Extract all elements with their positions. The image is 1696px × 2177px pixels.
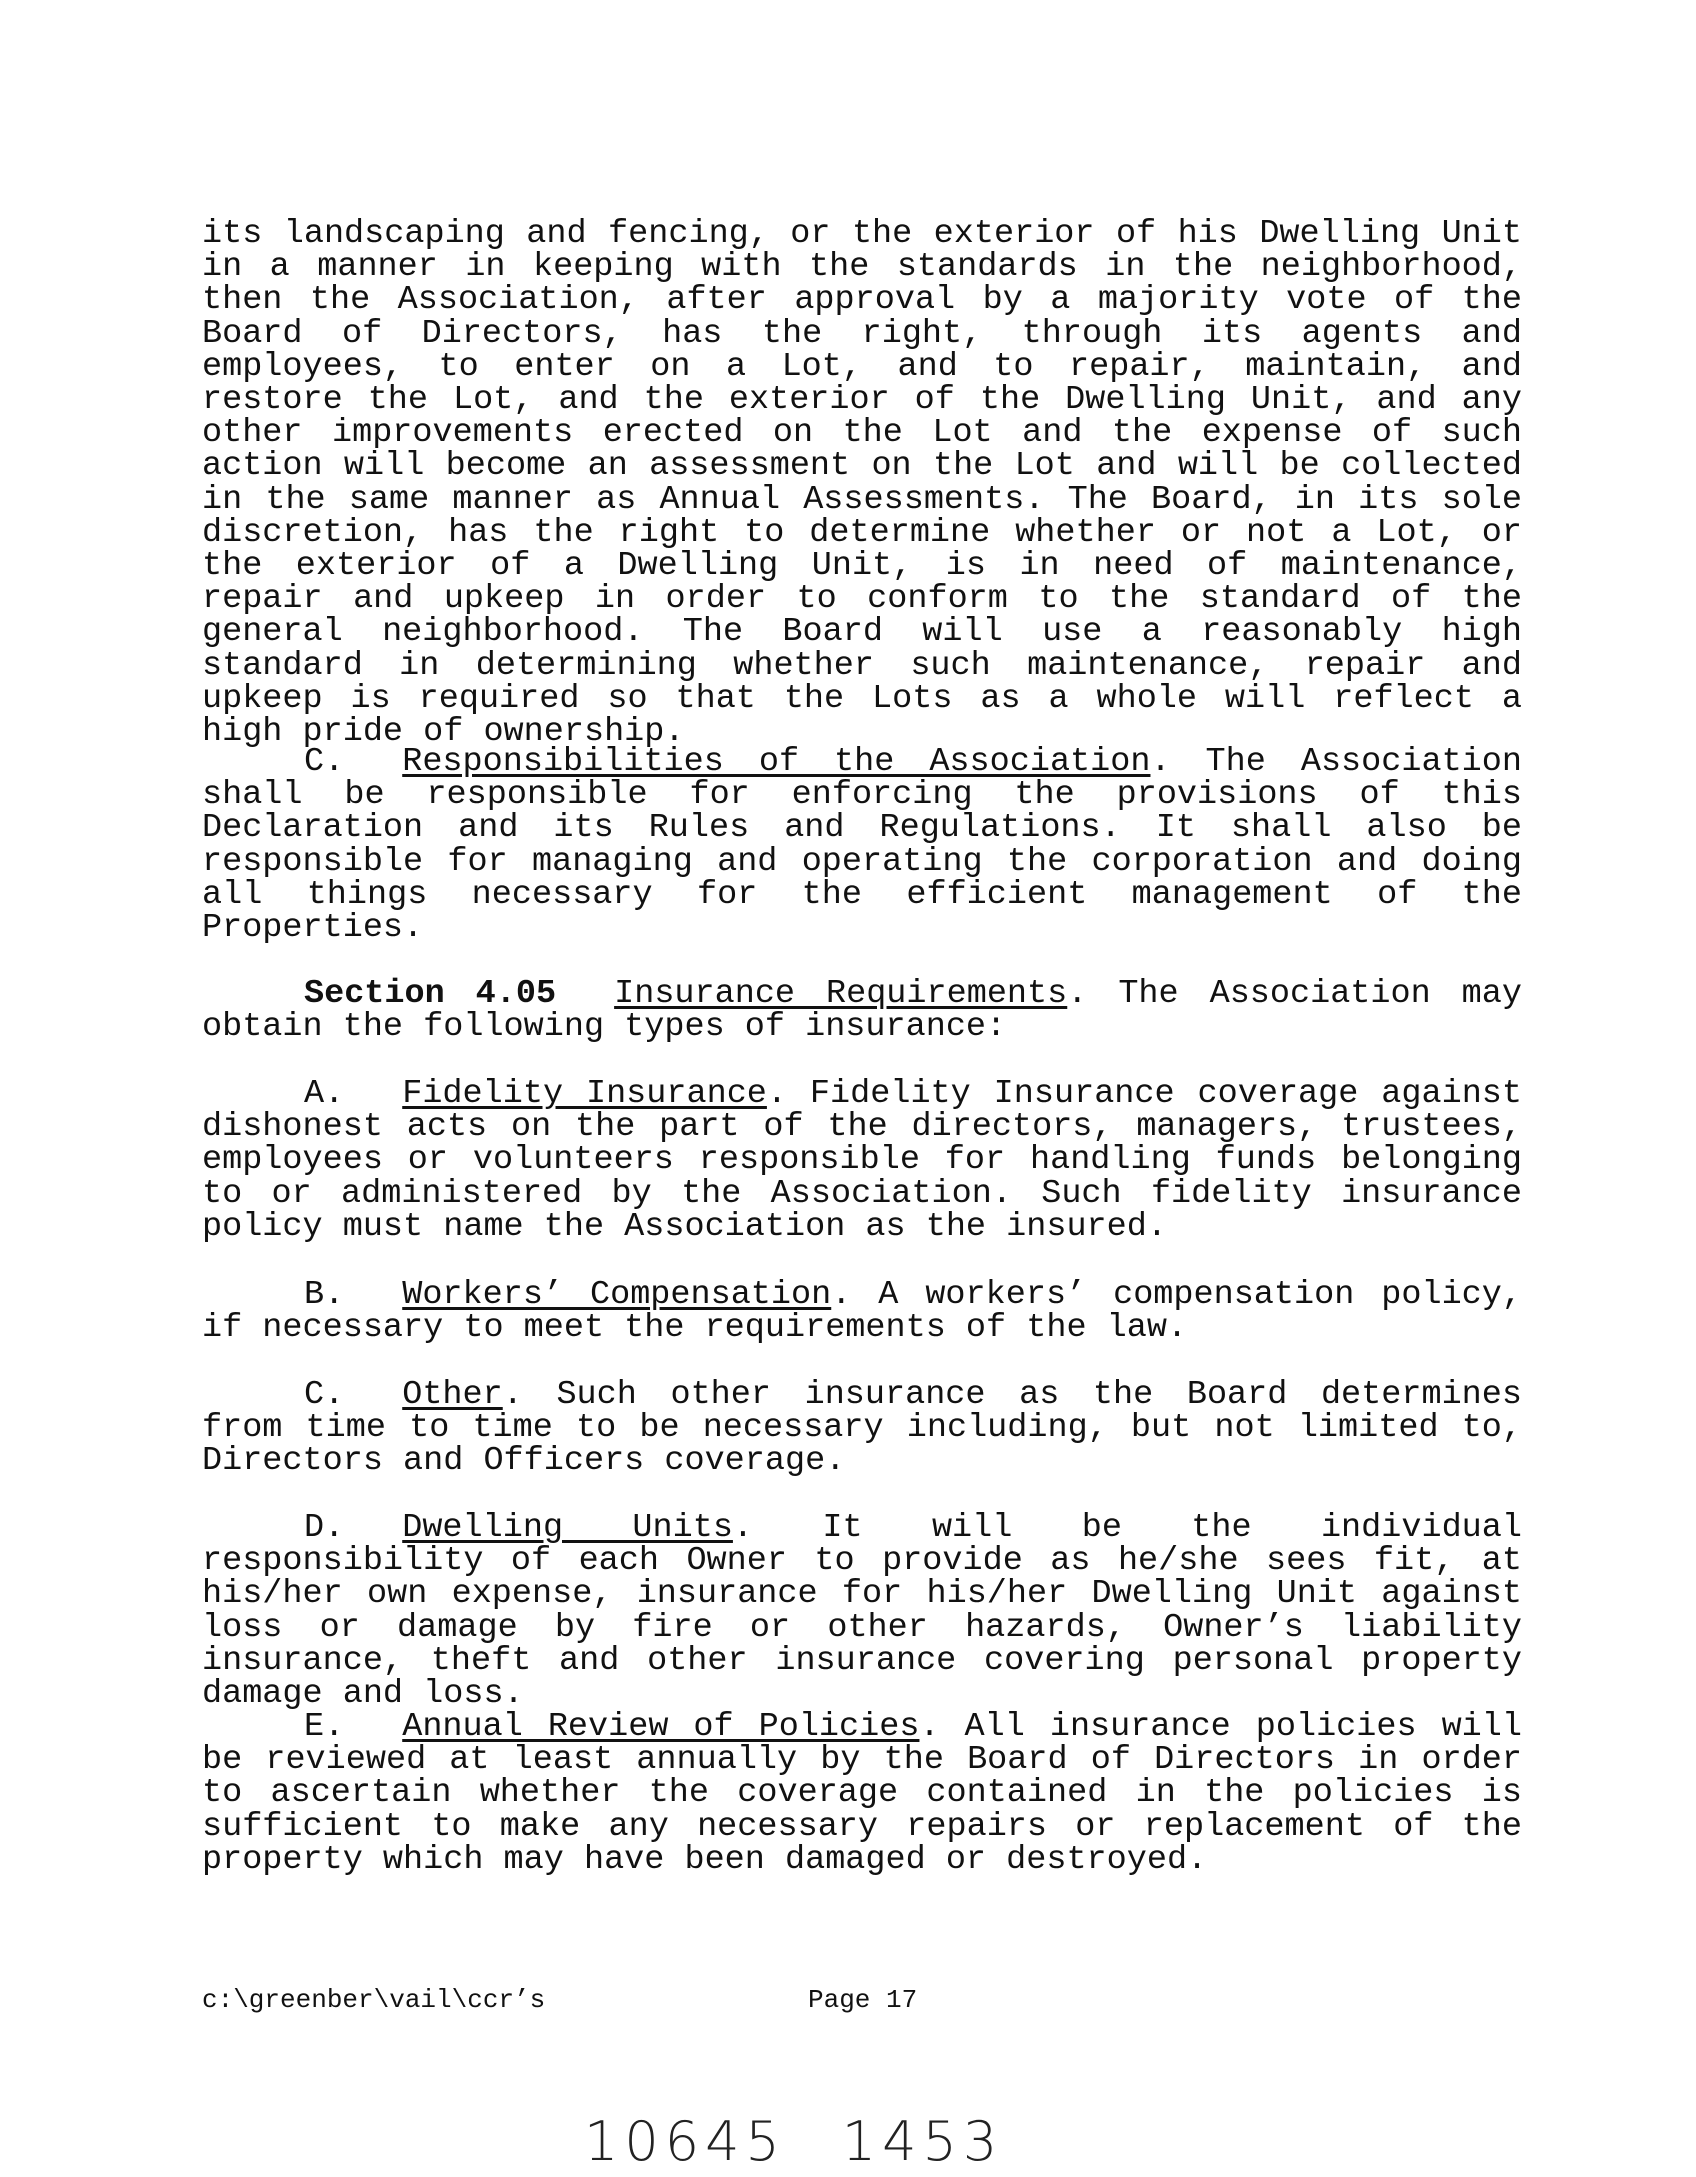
paragraph-other: [202, 1376, 1522, 1481]
paragraph-heading: Annual Review of Policies: [402, 1708, 920, 1746]
paragraph-heading: Dwelling Units: [402, 1509, 733, 1547]
paragraph-heading: Other: [402, 1376, 503, 1414]
stamp-page-number: 1453: [841, 2110, 1004, 2173]
paragraph-text: . The Association shall be responsible for enforcing the provisions of this Declaration and its Rules and Regulations. It shall also be responsible for managing and operating the corporation and doing all things necessary for the efficient management of the Properties.: [202, 743, 1522, 948]
section-4-05: [202, 975, 1522, 1047]
paragraph-responsibilities: [202, 743, 1522, 948]
paragraph-text: . A workers’ compensation policy, if necessary to meet the requirements of the law.: [202, 1276, 1522, 1348]
paragraph-text: . It will be the individual responsibility of each Owner to provide as he/she sees fit, at his/her own expense, insurance for his/her Dwelling Unit against loss or damage by fire or other hazards, Owner’s liability insurance, theft and other insurance covering personal property damage and loss.: [202, 1509, 1522, 1714]
paragraph-text: . Such other insurance as the Board determines from time to time to be necessary including, but not limited to, Directors and Officers coverage.: [202, 1376, 1522, 1481]
paragraph-letter: B.: [304, 1276, 345, 1314]
paragraph-letter: E.: [304, 1708, 345, 1746]
stamp-book-number: 10645: [584, 2110, 786, 2173]
paragraph-annual-review: [202, 1708, 1522, 1879]
paragraph-heading: Fidelity Insurance: [402, 1075, 767, 1113]
footer-page-number: Page 17: [808, 1985, 918, 2015]
paragraph-letter: C.: [304, 1376, 345, 1414]
paragraph-heading: Workers’ Compensation: [402, 1276, 832, 1314]
section-text: . The Association may obtain the following types of insurance:: [202, 975, 1522, 1047]
paragraph-text: . All insurance policies will be reviewed at least annually by the Board of Directors in order to ascertain whether the coverage contained in the policies is sufficient to make any necessary repairs or replacement of the property which may have been damaged or destroyed.: [202, 1708, 1522, 1879]
paragraph-fidelity-insurance: [202, 1075, 1523, 1246]
footer-file-path: c:\greenber\vail\ccr’s: [202, 1985, 546, 2015]
recording-stamp: [584, 2110, 1003, 2173]
paragraph-letter: D.: [304, 1509, 345, 1547]
paragraph-text: . Fidelity Insurance coverage against dishonest acts on the part of the directors, managers, trustees, employees or volunteers responsible for handling funds belonging to or administered by the Association. Such fidelity insurance policy must name the Association as the insured.: [202, 1075, 1523, 1246]
section-label: Section 4.05: [304, 975, 557, 1013]
section-heading: Insurance Requirements: [614, 975, 1068, 1013]
paragraph-heading: Responsibilities of the Association: [402, 743, 1151, 781]
continuation-paragraph: its landscaping and fencing, or the exterior of his Dwelling Unit in a manner in keeping with the standards in the neighborhood, then the Association, after approval by a majority vote of the Board of Directors, has the right, through its agents and employees, to enter on a Lot, and to repair, maintain, and restore the Lot, and the exterior of the Dwelling Unit, and any other improvements erected on the Lot and the expense of such action will become an assessment on the Lot and will be collected in the same manner as Annual Assessments. The Board, in its sole discretion, has the right to determine whether or not a Lot, or the exterior of a Dwelling Unit, is in need of maintenance, repair and upkeep in order to conform to the standard of the general neighborhood. The Board will use a reasonably high standard in determining whether such maintenance, repair and upkeep is required so that the Lots as a whole will reflect a high pride of ownership.: [202, 215, 1522, 752]
paragraph-letter: A.: [304, 1075, 345, 1113]
paragraph-workers-compensation: [202, 1276, 1522, 1348]
paragraph-letter: C.: [304, 743, 345, 781]
paragraph-dwelling-units: [202, 1509, 1522, 1714]
